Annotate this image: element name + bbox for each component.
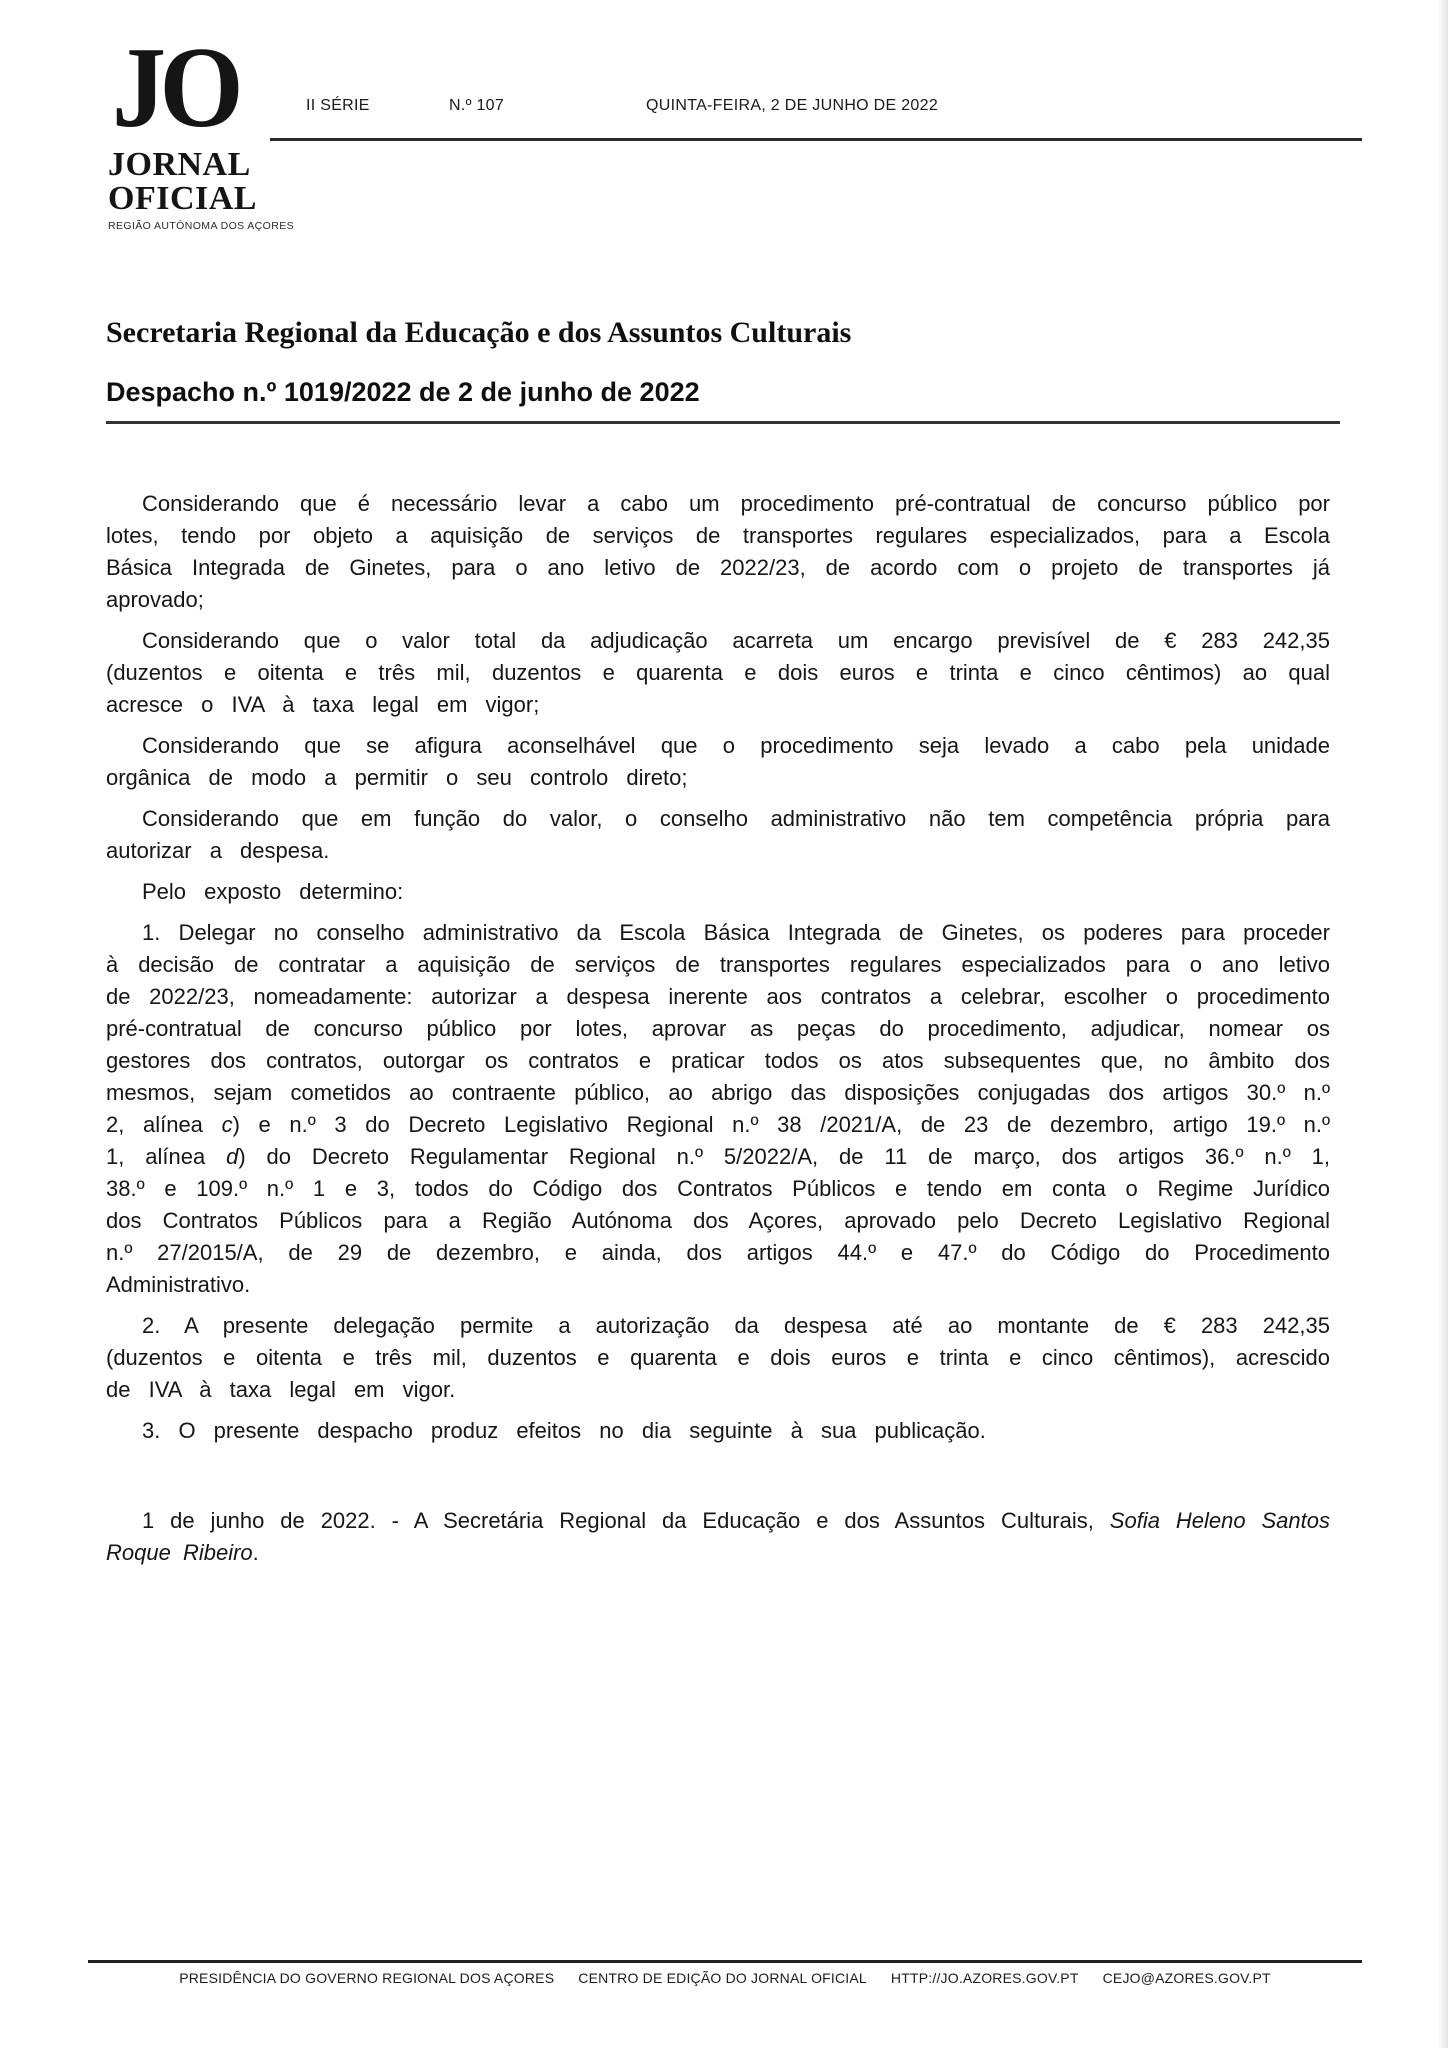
footer	[88, 1970, 1362, 1986]
section-title: Secretaria Regional da Educação e dos Assuntos Culturais	[106, 316, 852, 349]
body-paragraph	[106, 876, 1330, 908]
jo-monogram: JO	[112, 24, 237, 151]
body-paragraph	[106, 1310, 1330, 1406]
body-paragraph	[106, 488, 1330, 616]
footer-rule	[88, 1960, 1362, 1963]
header-date: QUINTA-FEIRA, 2 DE JUNHO DE 2022	[646, 97, 939, 114]
text-run: Considerando que se afigura aconselhável que o procedimento seja levado a cabo pela unidade orgânica de modo a permitir o seu controlo direto;	[106, 733, 1330, 790]
text-run: .	[252, 1540, 259, 1565]
footer-item: CEJO@AZORES.GOV.PT	[1102, 1970, 1271, 1986]
text-run: 1 de junho de 2022. - A Secretária Regional da Educação e dos Assuntos Culturais,	[142, 1508, 1110, 1533]
text-run: Considerando que é necessário levar a cabo um procedimento pré-contratual de concurso público por lotes, tendo por objeto a aquisição de serviços de transportes regulares especializados, para a Escola Básica Integrada de Ginetes, para o ano letivo de 2022/23, de acordo com o projeto de transportes já aprovado;	[106, 491, 1330, 612]
header-series: II SÉRIE	[306, 97, 370, 114]
header-issue-number: N.º 107	[449, 97, 505, 114]
logo-word-oficial: OFICIAL	[108, 180, 257, 217]
italic-run: d	[226, 1144, 239, 1169]
logo-region-subtitle: REGIÃO AUTÓNOMA DOS AÇORES	[108, 220, 295, 232]
logo-word-jornal: JORNAL	[108, 146, 251, 183]
text-run: 2. A presente delegação permite a autorização da despesa até ao montante de € 283 242,35 (duzentos e oitenta e três mil, duzentos e quarenta e dois euros e trinta e cinco cêntimos), acrescido de IVA à taxa legal em vigor.	[106, 1313, 1330, 1402]
text-run: Pelo exposto determino:	[142, 879, 404, 904]
body-paragraph	[106, 625, 1330, 721]
header-rule	[270, 138, 1362, 141]
footer-item: HTTP://JO.AZORES.GOV.PT	[890, 1970, 1079, 1986]
title-rule	[106, 421, 1340, 424]
footer-item: CENTRO DE EDIÇÃO DO JORNAL OFICIAL	[578, 1970, 867, 1986]
body-paragraph	[106, 1415, 1330, 1447]
text-run: Considerando que em função do valor, o conselho administrativo não tem competência própria para autorizar a despesa.	[106, 806, 1330, 863]
text-run: Considerando que o valor total da adjudicação acarreta um encargo previsível de € 283 242,35 (duzentos e oitenta e três mil, duzentos e quarenta e dois euros e trinta e cinco cêntimos) ao qual acresce o IVA à taxa legal em vigor;	[106, 628, 1330, 717]
text-run: ) e n.º 3 do Decreto Legislativo Regional n.º 38 /2021/A, de 23 de dezembro, artigo 19.º n.º 1, alínea	[106, 1112, 1331, 1169]
footer-item: PRESIDÊNCIA DO GOVERNO REGIONAL DOS AÇORES	[179, 1970, 555, 1986]
document-title: Despacho n.º 1019/2022 de 2 de junho de 2022	[106, 377, 700, 407]
italic-run: c	[221, 1112, 233, 1137]
text-run: 1. Delegar no conselho administrativo da Escola Básica Integrada de Ginetes, os poderes para proceder à decisão de contratar a aquisição de serviços de transportes regulares especializados para o ano letivo de 2022/23, nomeadamente: autorizar a despesa inerente aos contratos a celebrar, escolher o procedimento pré-contratual de concurso público por lotes, aprovar as peças do procedimento, adjudicar, nomear os gestores dos contratos, outorgar os contratos e praticar todos os atos subsequentes que, no âmbito dos mesmos, sejam cometidos ao contraente público, ao abrigo das disposições conjugadas dos artigos 30.º n.º 2, alínea	[106, 920, 1330, 1137]
signature-paragraph	[106, 1505, 1330, 1569]
text-run: 3. O presente despacho produz efeitos no dia seguinte à sua publicação.	[142, 1418, 986, 1443]
body-paragraph	[106, 730, 1330, 794]
italic-run: Sofia Heleno Santos Roque Ribeiro	[106, 1508, 1330, 1565]
body-paragraph	[106, 917, 1330, 1301]
scan-edge-shadow	[1438, 0, 1448, 2048]
body-paragraph	[106, 803, 1330, 867]
document-body	[106, 488, 1330, 1456]
text-run: ) do Decreto Regulamentar Regional n.º 5/2022/A, de 11 de março, dos artigos 36.º n.º 1, 38.º e 109.º n.º 1 e 3, todos do Código dos Contratos Públicos e tendo em conta o Regime Jurídico dos Contratos Públicos para a Região Autónoma dos Açores, aprovado pelo Decreto Legislativo Regional n.º 27/2015/A, de 29 de dezembro, e ainda, dos artigos 44.º e 47.º do Código do Procedimento Administrativo.	[106, 1144, 1330, 1297]
